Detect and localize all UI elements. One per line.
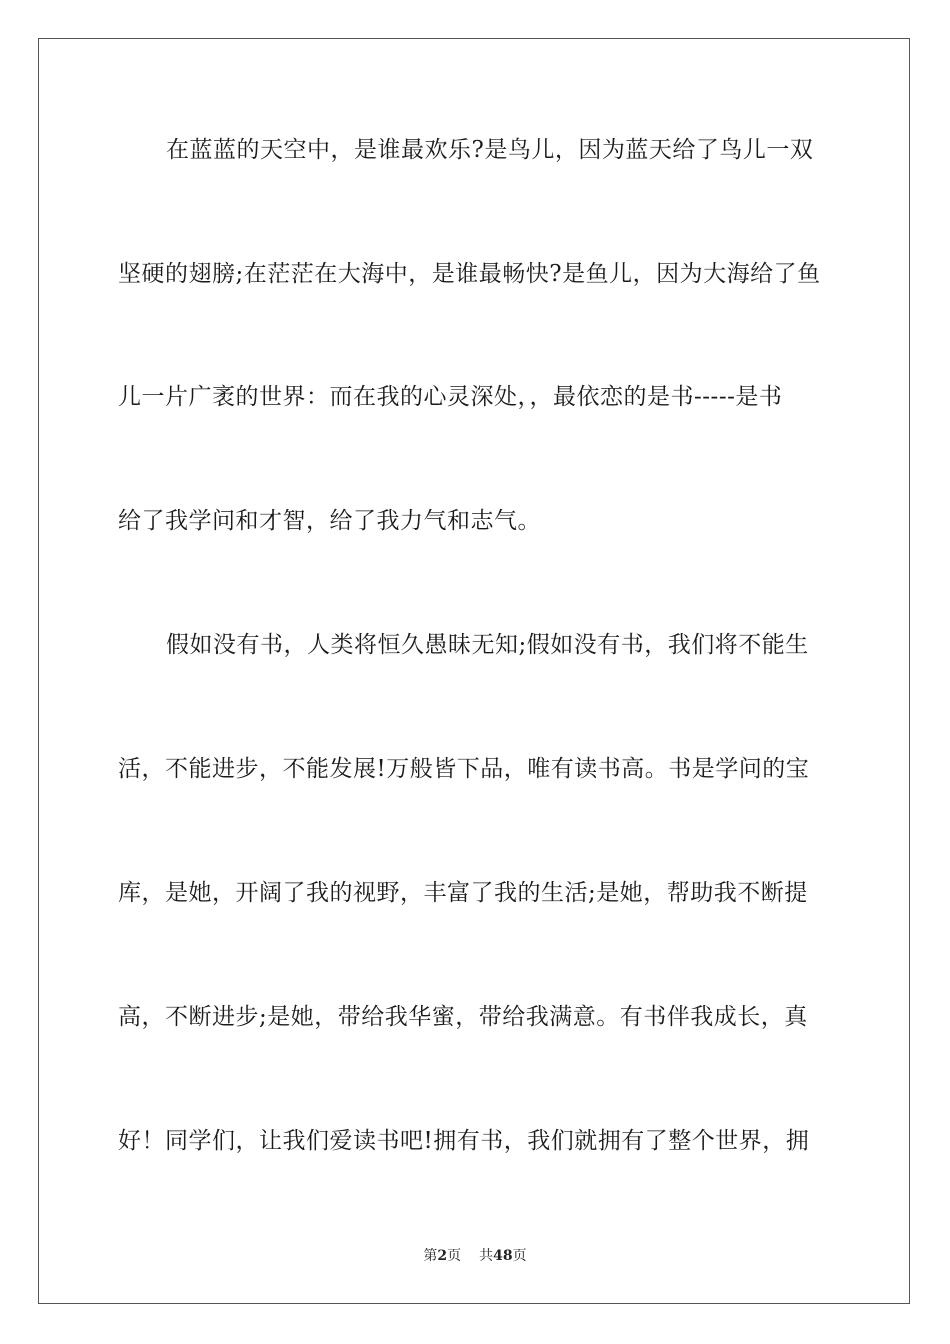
paragraph-1-line-2: 坚硬的翅膀;在茫茫在大海中，是谁最畅快?是鱼儿，因为大海给了鱼 — [118, 261, 821, 287]
paragraph-2-line-5: 好！同学们，让我们爱读书吧!拥有书，我们就拥有了整个世界，拥 — [118, 1128, 810, 1154]
total-suffix: 页 — [512, 1248, 527, 1264]
page-border — [38, 38, 910, 1304]
paragraph-2-line-4: 高，不断进步;是她，带给我华蜜，带给我满意。有书伴我成长，真 — [118, 1004, 808, 1030]
paragraph-1-line-1: 在蓝蓝的天空中，是谁最欢乐?是鸟儿，因为蓝天给了鸟儿一双 — [166, 137, 814, 163]
page-suffix: 页 — [447, 1248, 462, 1264]
paragraph-1-line-3: 儿一片广袤的世界：而在我的心灵深处，，最依恋的是书-----是书 — [118, 384, 783, 410]
paragraph-2-line-2: 活，不能进步，不能发展!万般皆下品，唯有读书高。书是学问的宝 — [118, 756, 810, 782]
page-footer — [0, 1247, 950, 1265]
total-prefix: 共 — [479, 1248, 494, 1264]
paragraph-2-line-3: 库，是她，开阔了我的视野，丰富了我的生活;是她，帮助我不断提 — [118, 880, 808, 906]
page-prefix: 第 — [423, 1248, 438, 1264]
page-number: 2 — [437, 1248, 448, 1264]
total-pages: 48 — [493, 1248, 513, 1264]
paragraph-2-line-1: 假如没有书，人类将恒久愚昧无知;假如没有书，我们将不能生 — [166, 632, 809, 658]
paragraph-1-line-4: 给了我学问和才智，给了我力气和志气。 — [118, 508, 541, 534]
